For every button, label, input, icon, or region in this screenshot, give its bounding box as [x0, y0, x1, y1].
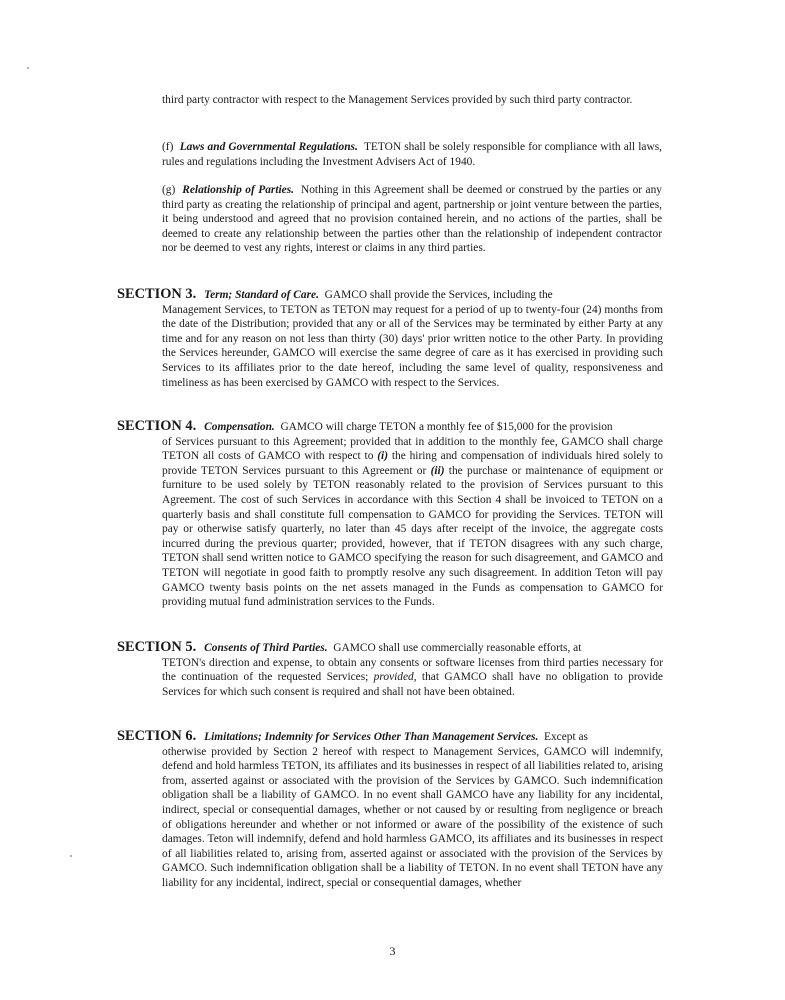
- section-4-body-a: of Services pursuant to this Agreement; provided that in addition to the monthly fee, GAMCO shall charge TETON all costs of GAMCO with respect to: [162, 435, 663, 463]
- section-5-body-b: , that GAMCO shall have no obligation to provide Services for which such consent is required and shall not have been obtained.: [162, 671, 663, 698]
- section-4-body-c: the purchase or maintenance of equipment or furniture to be used solely by TETON reasonably related to the provision of Services pursuant to this Agreement. The cost of such Services in accordance with this Section 4 shall be invoiced to TETON on a quarterly basis and shall constitute full compensation to GAMCO for providing the Services. TETON will pay or otherwise satisfy quarterly, no later than 45 days after receipt of the invoice, the aggregate costs incurred during the previous quarter; provided, however, that if TETON disagrees with any such charge, TETON shall send written notice to GAMCO specifying the reason for such disagreement, and GAMCO and TETON will negotiate in good faith to promptly resolve any such disagreement. In addition Teton will pay GAMCO twenty basis points on the net assets managed in the Funds as compensation to GAMCO for providing mutual fund administration services to the Funds.: [162, 464, 663, 609]
- section-3-title: Term; Standard of Care.: [204, 289, 319, 301]
- section-3-body: Management Services, to TETON as TETON may request for a period of up to twenty-four (24) months from the date of the Distribution; provided that any or all of the Services may be terminated by either Party at any time and for any reason on not less than thirty (30) days' prior written notice to the other Party. In providing the Services hereunder, GAMCO will exercise the same degree of care as it has exercised in providing such Services to its affiliates prior to the date hereof, including the same level of quality, responsiveness and timeliness as has been exercised by GAMCO with respect to the Services.: [162, 303, 663, 389]
- section-4-item-i: (i): [377, 450, 389, 463]
- subsection-g-marker: (g): [162, 184, 176, 196]
- section-4-heading: SECTION 4.: [117, 418, 197, 434]
- subsection-g-text: Nothing in this Agreement shall be deemed or construed by the parties or any third party as creating the relationship of principal and agent, partnership or joint venture between the parties, it being understood and agreed that no provision contained herein, and no actions of the parties, shall be deemed to create any relationship between the parties other than the relationship of independent contractor nor be deemed to vest any rights, interest or claims in any third parties.: [162, 184, 663, 255]
- subsection-g: [162, 183, 662, 256]
- section-6-body: otherwise provided by Section 2 hereof with respect to Management Services, GAMCO will indemnify, defend and hold harmless TETON, its affiliates and its businesses in respect of all liabilities related to, arising from, asserted against or associated with the provision of the Services by GAMCO. Such indemnification obligation shall be a liability of GAMCO. In no event shall GAMCO have any liability for any incidental, indirect, special or consequential damages, whether or not caused by or resulting from negligence or breach of obligations hereunder and whether or not informed or aware of the possibility of the existence of such damages. Teton will indemnify, defend and hold harmless GAMCO, its affiliates and its businesses in respect of all liabilities related to, arising from, asserted against or associated with the provision of the Services by GAMCO. Such indemnification obligation shall be a liability of TETON. In no event shall TETON have any liability for any incidental, indirect, special or consequential damages, whether: [162, 745, 663, 889]
- continuation-paragraph: [162, 93, 662, 108]
- section-5-body-a: TETON's direction and expense, to obtain any consents or software licenses from third parties necessary for the continuation of the requested Services;: [162, 656, 663, 684]
- subsection-f-label: Laws and Governmental Regulations.: [179, 141, 358, 153]
- subsection-g-label: Relationship of Parties.: [182, 184, 294, 196]
- scan-speck: [27, 67, 29, 69]
- section-6-first-line: Except as: [544, 731, 588, 743]
- section-6: [117, 729, 663, 891]
- continuation-text: third party contractor with respect to the Management Services provided by such third party contractor.: [162, 94, 633, 106]
- section-6-heading: SECTION 6.: [117, 728, 197, 744]
- section-5-heading: SECTION 5.: [117, 639, 197, 655]
- section-5-provided: provided: [373, 671, 414, 684]
- section-6-title: Limitations; Indemnity for Services Other Than Management Services.: [204, 731, 539, 743]
- section-3: [117, 287, 663, 390]
- page-number: 3: [389, 944, 396, 958]
- section-4-title: Compensation.: [204, 421, 275, 433]
- section-4-item-ii: (ii): [430, 464, 445, 477]
- section-5-first-line: GAMCO shall use commercially reasonable efforts, at: [333, 642, 582, 654]
- section-4: [117, 419, 663, 610]
- section-5-title: Consents of Third Parties.: [204, 642, 328, 654]
- scan-speck: [70, 855, 72, 857]
- subsection-f: [162, 140, 662, 169]
- subsection-f-marker: (f): [162, 141, 174, 153]
- subsection-f-text: TETON shall be solely responsible for compliance with all laws, rules and regulations including the Investment Advisers Act of 1940.: [162, 141, 662, 168]
- section-4-first-line: GAMCO will charge TETON a monthly fee of $15,000 for the provision: [280, 421, 613, 433]
- section-3-heading: SECTION 3.: [117, 286, 197, 302]
- section-4-body-b: the hiring and compensation of individuals hired solely to provide TETON Services pursuant to this Agreement or: [162, 450, 663, 477]
- section-3-first-line: GAMCO shall provide the Services, including the: [324, 289, 553, 301]
- section-5: [117, 640, 663, 699]
